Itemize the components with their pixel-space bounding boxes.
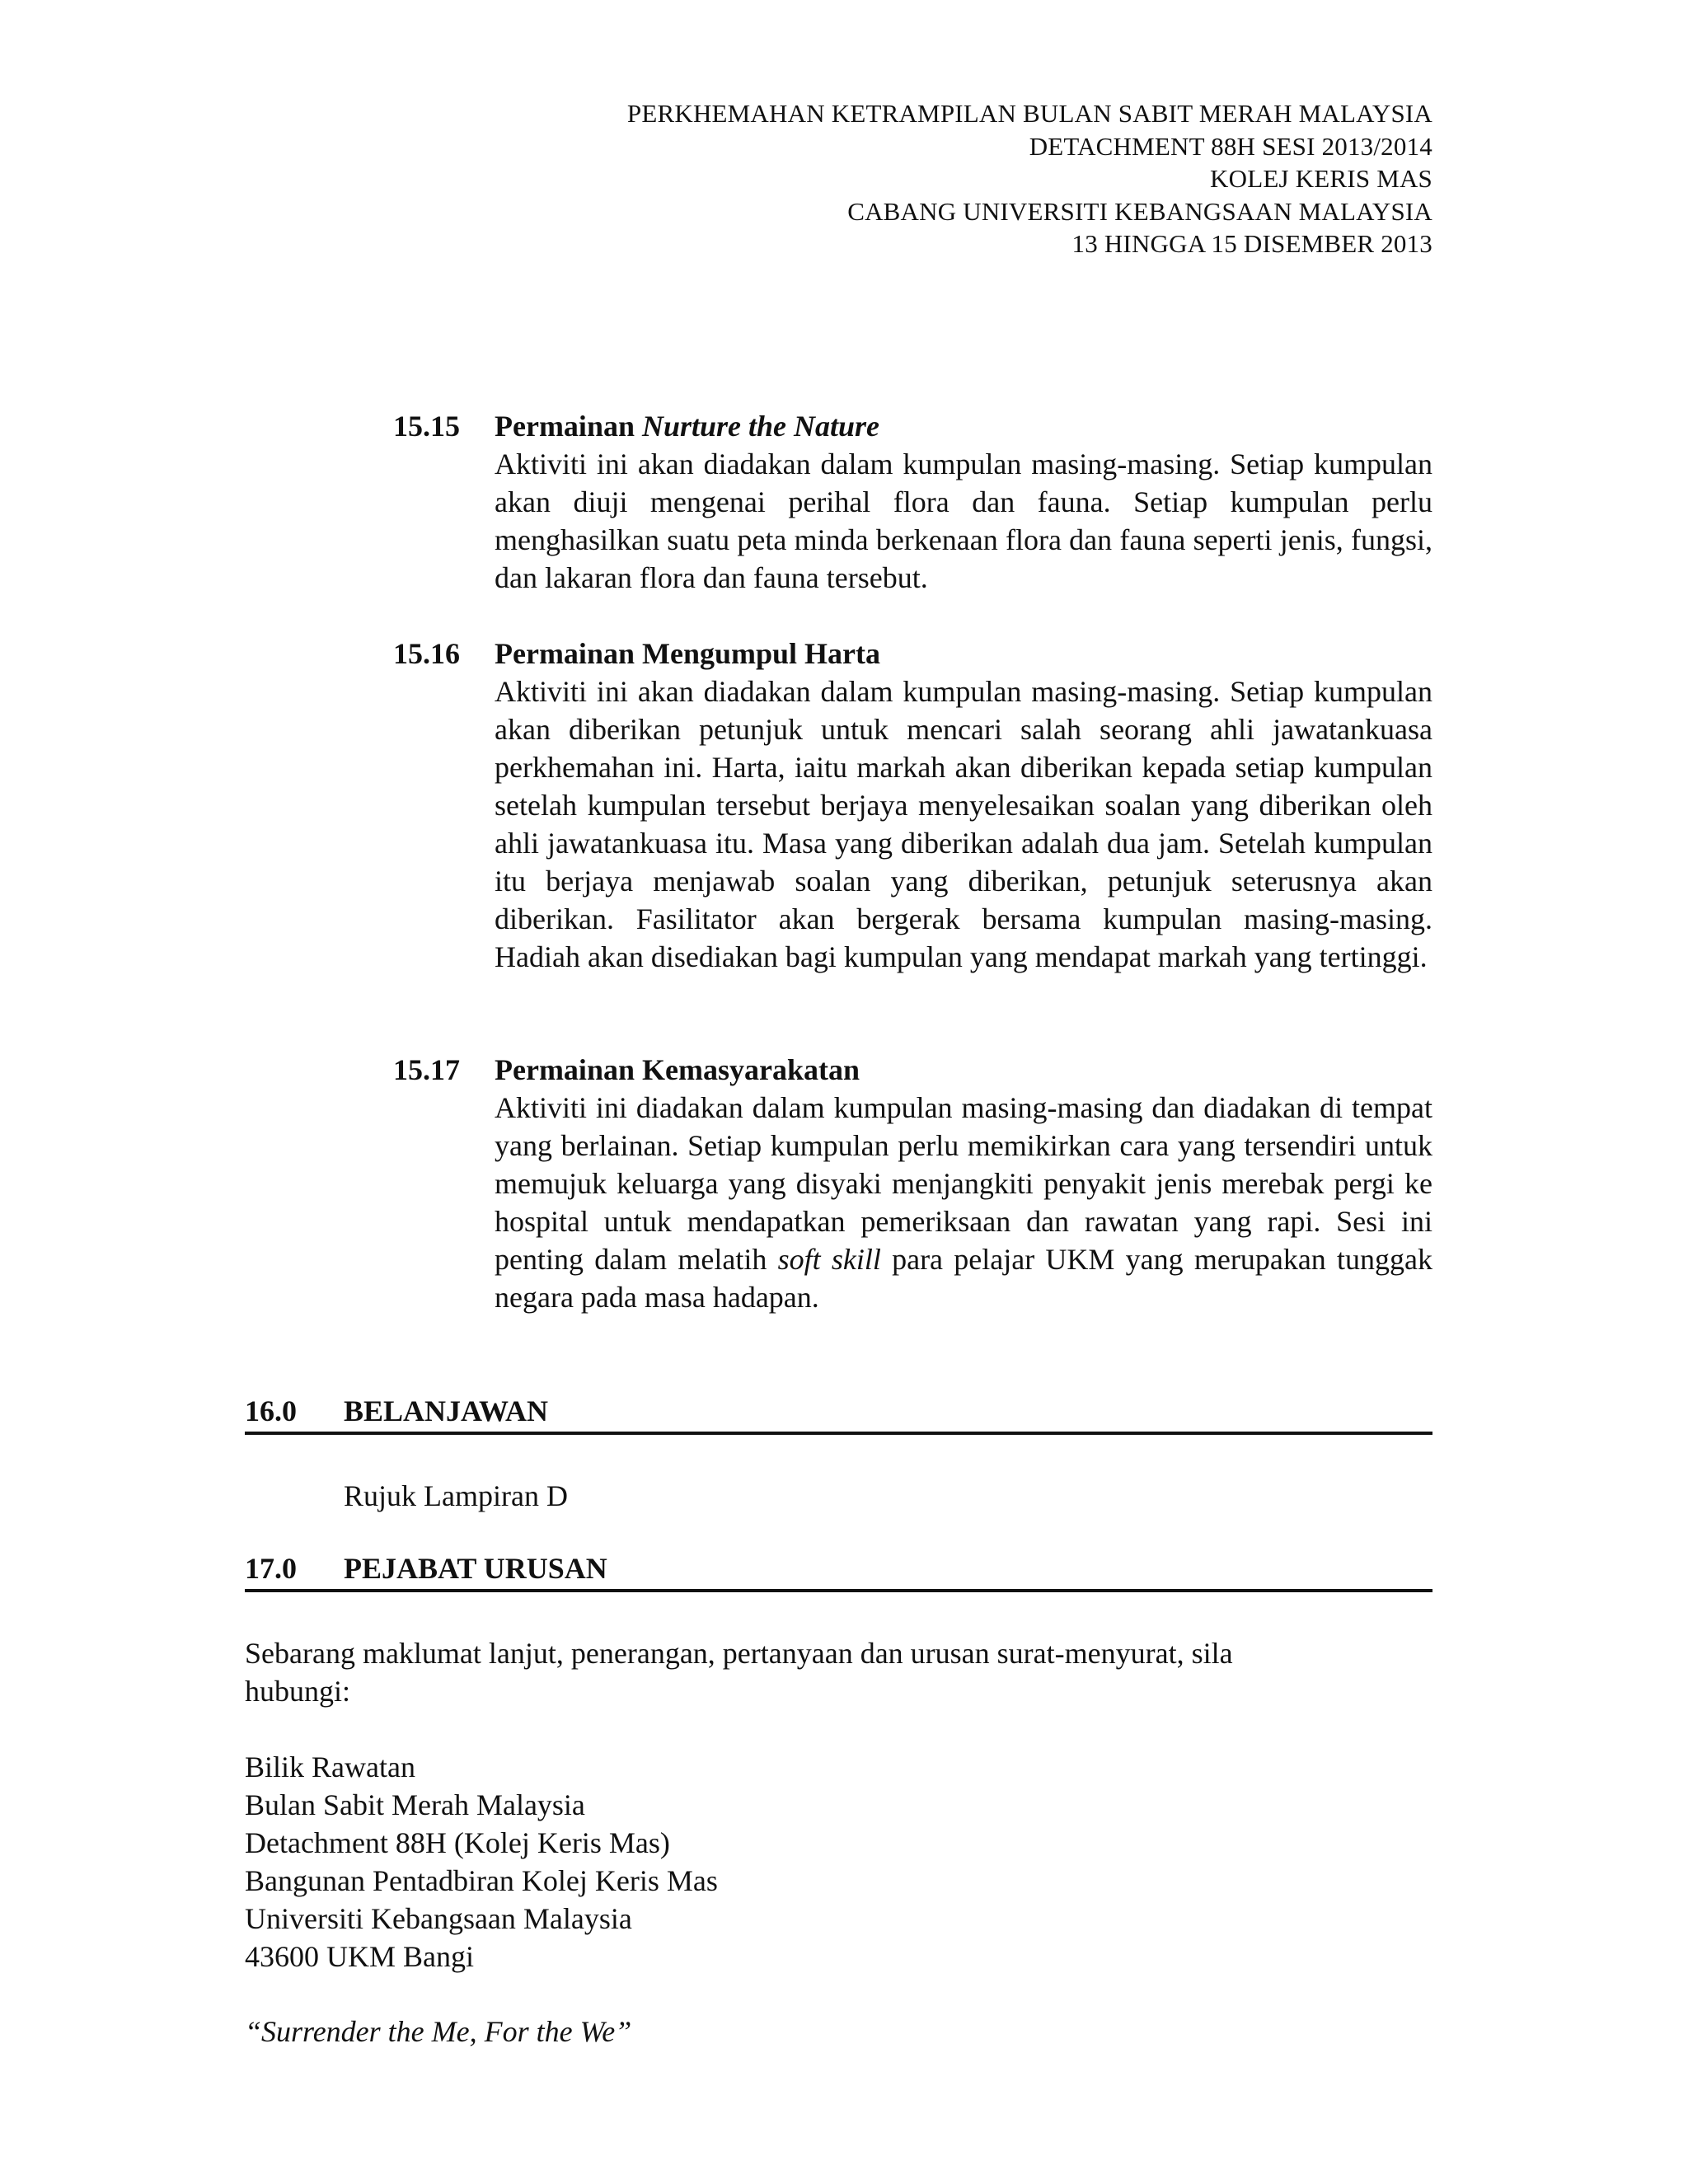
address-line: Detachment 88H (Kolej Keris Mas): [245, 1826, 670, 1859]
header-line-1: PERKHEMAHAN KETRAMPILAN BULAN SABIT MERAH MALAYSIA: [626, 99, 1432, 128]
section-15-16: [393, 635, 1432, 976]
address-line: 43600 UKM Bangi: [245, 1940, 474, 1973]
section-number: 15.15: [393, 410, 460, 443]
section-title: Permainan Kemasyarakatan: [495, 1053, 860, 1086]
section-16-heading: [245, 1392, 1432, 1435]
section-title: BELANJAWAN: [344, 1394, 549, 1427]
body-text-end: para pelajar UKM yang merupakan tunggak negara pada masa hadapan.: [495, 1243, 1433, 1314]
section-15-16-heading: [393, 635, 1432, 673]
header-line-3: KOLEJ KERIS MAS: [1210, 164, 1432, 193]
body-text-italic: soft skill: [777, 1243, 881, 1276]
section-15-17: [393, 1051, 1432, 1316]
address-line: Bulan Sabit Merah Malaysia: [245, 1788, 585, 1821]
intro-line-1: Sebarang maklumat lanjut, penerangan, pertanyaan dan urusan surat-menyurat, sila: [245, 1637, 1233, 1670]
intro-line-2: hubungi:: [245, 1675, 351, 1708]
address-line: Universiti Kebangsaan Malaysia: [245, 1902, 632, 1935]
section-15-17-body: [495, 1089, 1432, 1316]
section-title: Permainan: [495, 410, 635, 443]
section-number: 15.16: [393, 637, 460, 670]
address-line: Bilik Rawatan: [245, 1750, 415, 1783]
header-line-4: CABANG UNIVERSITI KEBANGSAAN MALAYSIA: [847, 196, 1432, 226]
section-number: 17.0: [245, 1552, 297, 1585]
section-17-intro: [245, 1634, 1233, 1710]
address-line: Bangunan Pentadbiran Kolej Keris Mas: [245, 1864, 718, 1897]
section-15-16-body: Aktiviti ini akan diadakan dalam kumpulan masing-masing. Setiap kumpulan akan diberikan petunjuk untuk mencari salah seorang ahli jawatankuasa perkhemahan ini. Harta, iaitu markah akan diberikan kepada setiap kumpulan setelah kumpulan tersebut berjaya menyelesaikan soalan yang diberikan oleh ahli jawatankuasa itu. Masa yang diberikan adalah dua jam. Setelah kumpulan itu berjaya menjawab soalan yang diberikan, petunjuk seterusnya akan diberikan. Fasilitator akan bergerak bersama kumpulan masing-masing. Hadiah akan disediakan bagi kumpulan yang mendapat markah yang tertinggi.: [495, 675, 1432, 973]
contact-address: [245, 1748, 718, 1975]
header-line-2: DETACHMENT 88H SESI 2013/2014: [1029, 131, 1432, 161]
section-number: 15.17: [393, 1053, 460, 1086]
section-15-15-body: Aktiviti ini akan diadakan dalam kumpulan masing-masing. Setiap kumpulan akan diuji mengenai perihal flora dan fauna. Setiap kumpulan perlu menghasilkan suatu peta minda berkenaan flora dan fauna seperti jenis, fungsi, dan lakaran flora dan fauna tersebut.: [495, 448, 1432, 594]
header-line-5: 13 HINGGA 15 DISEMBER 2013: [1071, 229, 1432, 258]
section-16-body: Rujuk Lampiran D: [344, 1479, 568, 1512]
footer-motto: “Surrender the Me, For the We”: [245, 2015, 632, 2048]
section-15-17-heading: [393, 1051, 1432, 1089]
section-17-heading: [245, 1549, 1432, 1592]
section-15-15: [393, 407, 1432, 597]
section-15-15-heading: [393, 407, 1432, 445]
section-title: PEJABAT URUSAN: [344, 1552, 607, 1585]
body-text: Aktiviti ini diadakan dalam kumpulan masing-masing dan diadakan di tempat yang berlainan. Setiap kumpulan perlu memikirkan cara yang tersendiri untuk memujuk keluarga yang disyaki menjangkiti penyakit jenis merebak pergi ke hospital untuk mendapatkan pemeriksaan dan rawatan yang rapi. Sesi ini penting dalam melatih: [495, 1091, 1432, 1276]
page-header: [627, 97, 1432, 260]
section-title: Permainan Mengumpul Harta: [495, 637, 880, 670]
section-title-italic: Nurture the Nature: [641, 410, 880, 443]
section-number: 16.0: [245, 1394, 297, 1427]
